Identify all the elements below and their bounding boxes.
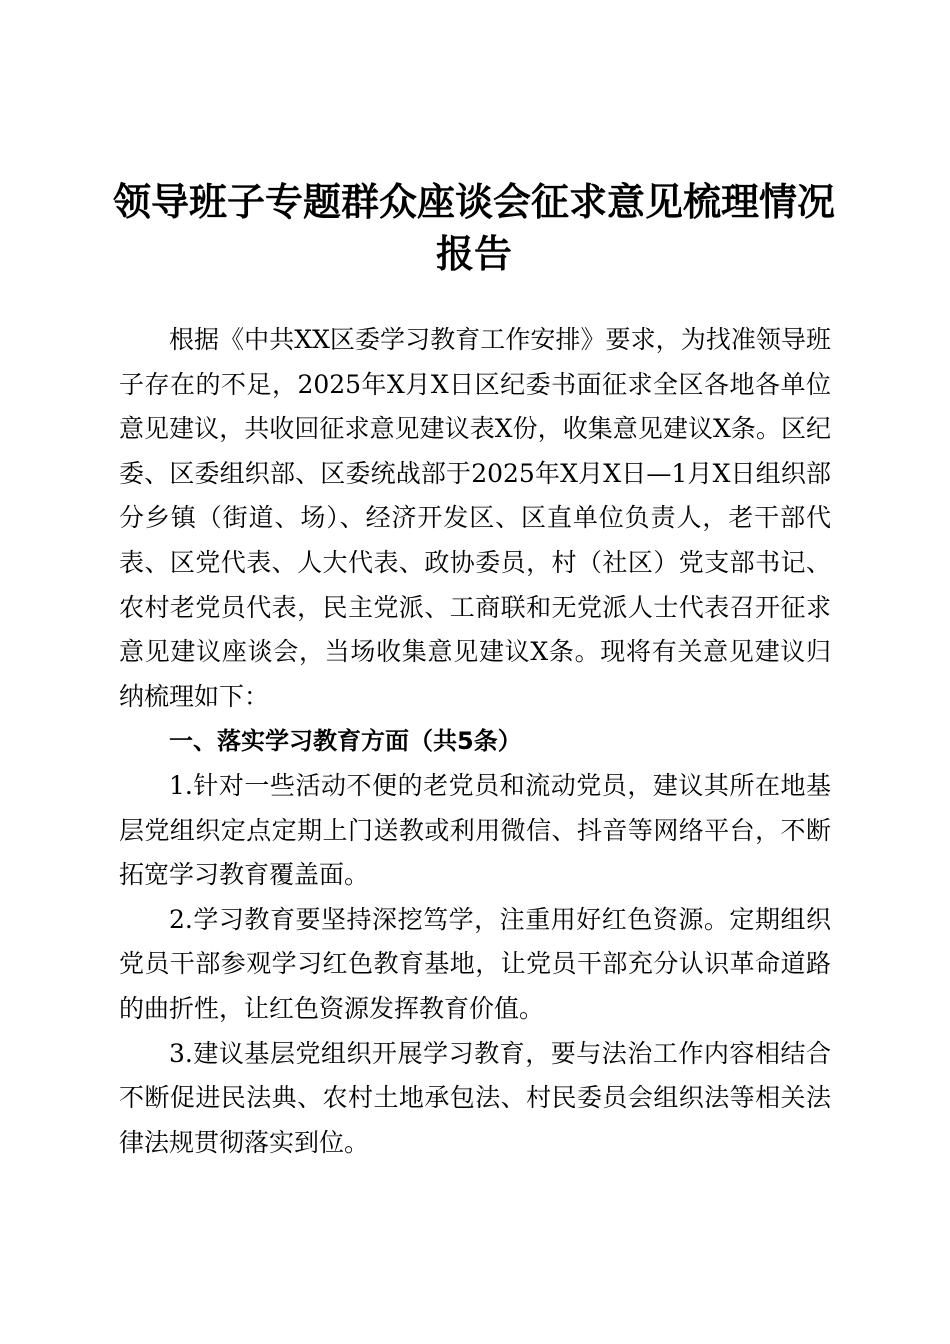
section-heading: 一、落实学习教育方面（共5条）: [169, 727, 522, 756]
intro-paragraph: 根据《中共XX区委学习教育工作安排》要求，为找准领导班子存在的不足，2025年X月X日区纪委书面征求全区各地各单位意见建议，共收回征求意见建议表X份，收集意见建议X条。区纪委、区委组织部、区委统战部于2025年X月X日—1月X日组织部分乡镇（街道、场）、经济开发区、区直单位负责人，老干部代表、区党代表、人大代表、政协委员，村（社区）党支部书记、农村老党员代表，民主党派、工商联和无党派人士代表召开征求意见建议座谈会，当场收集意见建议X条。现将有关意见建议归纳梳理如下：: [119, 325, 831, 711]
suggestion-item-2: 2.学习教育要坚持深挖笃学，注重用好红色资源。定期组织党员干部参观学习红色教育基地，让党员干部充分认识革命道路的曲折性，让红色资源发挥教育价值。: [119, 904, 831, 1023]
document-title: 领导班子专题群众座谈会征求意见梳理情况报告: [112, 179, 835, 276]
suggestion-item-3: 3.建议基层党组织开展学习教育，要与法治工作内容相结合不断促进民法典、农村土地承包法、村民委员会组织法等相关法律法规贯彻落实到位。: [119, 1038, 831, 1157]
suggestion-item-1: 1.针对一些活动不便的老党员和流动党员，建议其所在地基层党组织定点定期上门送教或利用微信、抖音等网络平台，不断拓宽学习教育覆盖面。: [119, 770, 831, 890]
document-body: [119, 318, 831, 1165]
